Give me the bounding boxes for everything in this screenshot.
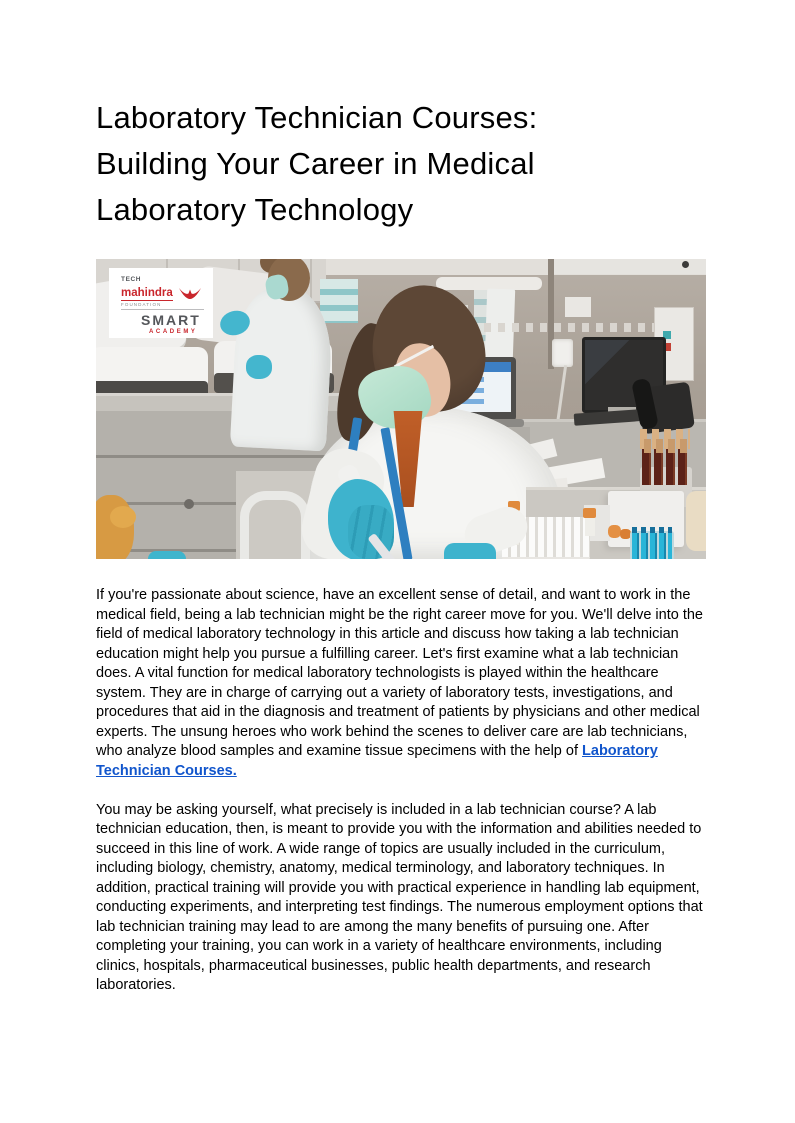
logo-smart-text: SMART: [141, 312, 201, 328]
lab-shelf-supplies: [320, 279, 358, 323]
logo-tech-text: TECH: [121, 276, 142, 283]
paragraph-2: You may be asking yourself, what precisely is included in a lab technician course? A lab technician education, then, is meant to provide you with the information and abilities needed to succeed in this line of work. A wide range of topics are usually included in the curriculum, including biology, chemistry, anatomy, medical terminology, and laboratory techniques. In addition, practical training will provide you with practical experience in handling lab equipment, conducting experiments, and interpreting test findings. The numerous employment options that lab technician training may lead to are among the many benefits of pursuing one. After completing your training, you can work in a variety of healthcare environments, including clinics, hospitals, pharmaceutical businesses, public health departments, and research laboratories.: [96, 801, 703, 993]
drawer-handle: [184, 499, 194, 509]
foreground-glove-tip: [148, 551, 186, 559]
title-line-1: Laboratory Technician Courses:: [96, 100, 538, 135]
logo-foundation-text: FOUNDATION: [121, 302, 162, 307]
hero-image: [96, 259, 706, 559]
logo-academy-text: ACADEMY: [149, 329, 198, 335]
title-line-3: Laboratory Technology: [96, 192, 414, 227]
wall-rail-strip: [484, 323, 662, 332]
orange-vial-cap-2: [583, 508, 596, 518]
wall-notice-3: [565, 297, 591, 317]
orange-stool-highlight: [110, 506, 136, 528]
blue-tubes: [632, 533, 672, 559]
wall-outlet: [552, 339, 573, 367]
page-title: [96, 0, 706, 233]
title-line-2: Building Your Career in Medical: [96, 146, 535, 181]
outlet-cable: [556, 365, 567, 425]
background-technician-glove-2: [246, 355, 272, 379]
technician-glove-right: [444, 543, 496, 559]
paragraph-1-text: If you're passionate about science, have an excellent sense of detail, and want to work in the medical field, being a lab technician might be the right career move for you. We'll delve into the field of medical laboratory technology in this article and discuss how taking a lab technician education might help you pursue a fulfilling career. Let's first examine what a lab technician does. A vital function for medical laboratory technologists is played within the healthcare system. They are in charge of carrying out a variety of laboratory tests, investigations, and procedures that aid in the diagnosis and treatment of patients by physicians and other medical experts. The unsung heroes who work behind the scenes to deliver care are lab technicians, who analyze blood samples and examine tissue specimens with the help of: [96, 587, 703, 759]
paragraph-1: [96, 586, 706, 781]
mahindra-bird-icon: [178, 287, 202, 300]
lab-courses-link[interactable]: Laboratory Technician Courses.: [96, 743, 658, 779]
blood-tube-caps-row2: [644, 439, 690, 453]
lab-chair: [240, 491, 310, 559]
orange-vial-body-2: [585, 518, 595, 536]
ceiling-sensor: [682, 261, 689, 268]
logo-mahindra-text: mahindra: [121, 287, 173, 299]
logo-brand-row: [121, 283, 204, 307]
smart-academy-logo: [109, 268, 213, 338]
logo-divider: [121, 309, 204, 310]
cream-cup: [686, 491, 706, 551]
